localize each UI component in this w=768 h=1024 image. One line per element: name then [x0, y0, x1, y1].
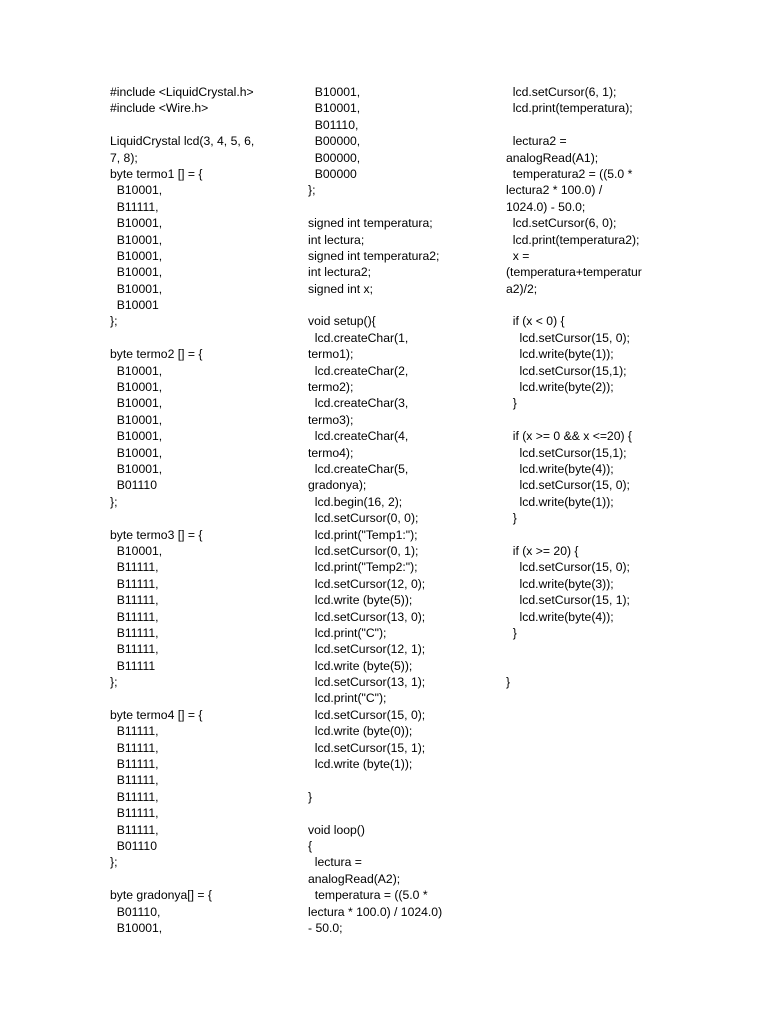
code-line — [506, 412, 676, 428]
code-line: B11111, — [110, 609, 159, 624]
code-line: signed int x; — [308, 281, 374, 296]
code-line: lcd.print("Temp1:"); — [308, 527, 418, 542]
code-line: B10001, — [110, 232, 163, 247]
code-line: B10001, — [308, 85, 361, 99]
code-line: B11111, — [110, 642, 159, 657]
code-line — [506, 117, 676, 133]
code-line: termo4); — [308, 445, 354, 460]
code-line: B11111, — [110, 625, 159, 640]
code-line: lcd.write(byte(1)); — [506, 347, 614, 362]
code-line: lcd.setCursor(15, 1); — [308, 740, 426, 755]
code-line: lcd.setCursor(15, 1); — [506, 593, 630, 608]
code-line: lcd.print("C"); — [308, 625, 387, 640]
code-line: int lectura2; — [308, 265, 372, 280]
code-line: LiquidCrystal lcd(3, 4, 5, 6, — [110, 134, 255, 149]
code-line: temperatura = ((5.0 * — [308, 888, 428, 903]
code-line — [308, 805, 493, 821]
code-line: termo3); — [308, 412, 354, 427]
code-line: byte gradonya[] = { — [110, 888, 212, 903]
code-line — [110, 871, 285, 887]
code-line: lcd.setCursor(15, 0); — [308, 707, 426, 722]
code-line: B10001, — [110, 380, 163, 395]
code-line: #include <LiquidCrystal.h> — [110, 85, 254, 99]
code-line: byte termo3 [] = { — [110, 527, 203, 542]
code-line: B11111, — [110, 822, 159, 837]
code-line: B10001, — [110, 363, 163, 378]
code-line: B00000, — [308, 150, 361, 165]
code-line: lcd.setCursor(15,1); — [506, 363, 627, 378]
code-line: B11111, — [110, 576, 159, 591]
code-line: lcd.createChar(3, — [308, 396, 409, 411]
code-line: lcd.setCursor(15,1); — [506, 445, 627, 460]
code-column-2 — [308, 84, 493, 936]
code-line: B10001, — [110, 248, 163, 263]
code-line: lcd.write(byte(2)); — [506, 380, 614, 395]
code-line — [506, 641, 676, 657]
code-line: lcd.print(temperatura2); — [506, 232, 640, 247]
code-line: lectura * 100.0) / 1024.0) — [308, 904, 443, 919]
code-line: lcd.setCursor(6, 1); — [506, 85, 617, 99]
code-line — [308, 199, 493, 215]
code-line: lcd.setCursor(0, 1); — [308, 543, 419, 558]
code-line: B10001, — [110, 396, 163, 411]
code-line: } — [506, 625, 517, 640]
code-line: lcd.setCursor(12, 1); — [308, 642, 426, 657]
code-line — [308, 297, 493, 313]
code-line: B10001 — [110, 298, 159, 313]
code-line: lcd.setCursor(15, 0); — [506, 330, 630, 345]
code-line: lcd.print(temperatura); — [506, 101, 633, 116]
code-line: lcd.print("Temp2:"); — [308, 560, 418, 575]
code-line: B10001, — [110, 461, 163, 476]
code-line: B10001, — [110, 445, 163, 460]
code-line: B10001, — [110, 429, 163, 444]
code-line: B01110, — [308, 117, 359, 132]
code-line: lcd.write (byte(5)); — [308, 593, 413, 608]
code-line: }; — [110, 855, 118, 870]
code-line: signed int temperatura2; — [308, 248, 440, 263]
code-line — [110, 510, 285, 526]
code-line: }; — [110, 675, 118, 690]
code-line: B11111, — [110, 773, 159, 788]
code-line: B11111 — [110, 658, 156, 673]
code-line: lcd.setCursor(0, 0); — [308, 511, 419, 526]
code-line — [110, 117, 285, 133]
code-line: B10001, — [110, 265, 163, 280]
code-line: 1024.0) - 50.0; — [506, 199, 586, 214]
code-line: analogRead(A2); — [308, 871, 401, 886]
code-line: byte termo2 [] = { — [110, 347, 203, 362]
code-line: lcd.write(byte(3)); — [506, 576, 614, 591]
code-line: B10001, — [110, 412, 163, 427]
code-line: analogRead(A1); — [506, 150, 599, 165]
code-line: (temperatura+temperatur — [506, 265, 642, 280]
code-line: 7, 8); — [110, 150, 138, 165]
code-line: if (x < 0) { — [506, 314, 565, 329]
code-line: if (x >= 20) { — [506, 543, 579, 558]
code-line: lcd.setCursor(13, 0); — [308, 609, 426, 624]
code-line — [506, 658, 676, 674]
code-line: B11111, — [110, 593, 159, 608]
code-line: gradonya); — [308, 478, 367, 493]
code-line: byte termo1 [] = { — [110, 166, 203, 181]
code-line: if (x >= 0 && x <=20) { — [506, 429, 633, 444]
code-line: } — [506, 511, 517, 526]
code-line: lcd.setCursor(6, 0); — [506, 216, 617, 231]
code-line: }; — [308, 183, 316, 198]
code-line: }; — [110, 314, 118, 329]
code-line: lcd.createChar(5, — [308, 461, 409, 476]
code-line: lcd.begin(16, 2); — [308, 494, 403, 509]
code-line: termo1); — [308, 347, 354, 362]
code-line: #include <Wire.h> — [110, 101, 209, 116]
code-line: B00000 — [308, 166, 357, 181]
code-line: void loop() — [308, 822, 365, 837]
code-line — [308, 772, 493, 788]
code-line: B11111, — [110, 757, 159, 772]
code-line: B10001, — [110, 216, 163, 231]
code-line: B10001, — [308, 101, 361, 116]
code-line: B11111, — [110, 789, 159, 804]
code-line: B10001, — [110, 281, 163, 296]
code-line: lcd.write (byte(1)); — [308, 757, 413, 772]
code-line: B01110 — [110, 478, 157, 493]
code-line — [110, 330, 285, 346]
code-line: } — [308, 789, 313, 804]
code-line: lcd.setCursor(15, 0); — [506, 560, 630, 575]
code-line: lcd.write(byte(1)); — [506, 494, 614, 509]
code-line: } — [506, 675, 511, 690]
code-line: int lectura; — [308, 232, 365, 247]
code-line: byte termo4 [] = { — [110, 707, 203, 722]
code-line: lectura = — [308, 855, 362, 870]
code-line: B11111, — [110, 560, 159, 575]
code-line: B11111, — [110, 724, 159, 739]
code-line: lcd.createChar(4, — [308, 429, 409, 444]
code-line — [110, 690, 285, 706]
code-line: lcd.write(byte(4)); — [506, 461, 614, 476]
code-line: B10001, — [110, 183, 163, 198]
code-line: B11111, — [110, 199, 159, 214]
code-line: - 50.0; — [308, 920, 343, 935]
code-line: B11111, — [110, 806, 159, 821]
code-line: lectura2 = — [506, 134, 567, 149]
code-line: signed int temperatura; — [308, 216, 433, 231]
code-line: lcd.setCursor(13, 1); — [308, 675, 426, 690]
code-line: temperatura2 = ((5.0 * — [506, 166, 633, 181]
code-column-1 — [110, 84, 285, 936]
code-line: lectura2 * 100.0) / — [506, 183, 603, 198]
code-line: B10001, — [110, 543, 163, 558]
code-line: }; — [110, 494, 118, 509]
code-line: lcd.print("C"); — [308, 691, 387, 706]
code-line: B10001, — [110, 920, 163, 935]
code-line: x = — [506, 248, 530, 263]
code-line: lcd.write (byte(0)); — [308, 724, 413, 739]
code-line: a2)/2; — [506, 281, 538, 296]
code-line: lcd.write(byte(4)); — [506, 609, 614, 624]
code-line: B11111, — [110, 740, 159, 755]
code-line: B01110, — [110, 904, 161, 919]
code-line: lcd.write (byte(5)); — [308, 658, 413, 673]
code-line: lcd.createChar(1, — [308, 330, 409, 345]
code-line: void setup(){ — [308, 314, 376, 329]
code-line — [506, 297, 676, 313]
code-line: lcd.createChar(2, — [308, 363, 409, 378]
code-line: B01110 — [110, 838, 157, 853]
code-line: lcd.setCursor(15, 0); — [506, 478, 630, 493]
code-line: } — [506, 396, 517, 411]
code-line — [506, 527, 676, 543]
code-line: termo2); — [308, 380, 354, 395]
code-line: B00000, — [308, 134, 361, 149]
code-line: { — [308, 838, 313, 853]
code-line: lcd.setCursor(12, 0); — [308, 576, 426, 591]
code-column-3 — [506, 84, 676, 690]
